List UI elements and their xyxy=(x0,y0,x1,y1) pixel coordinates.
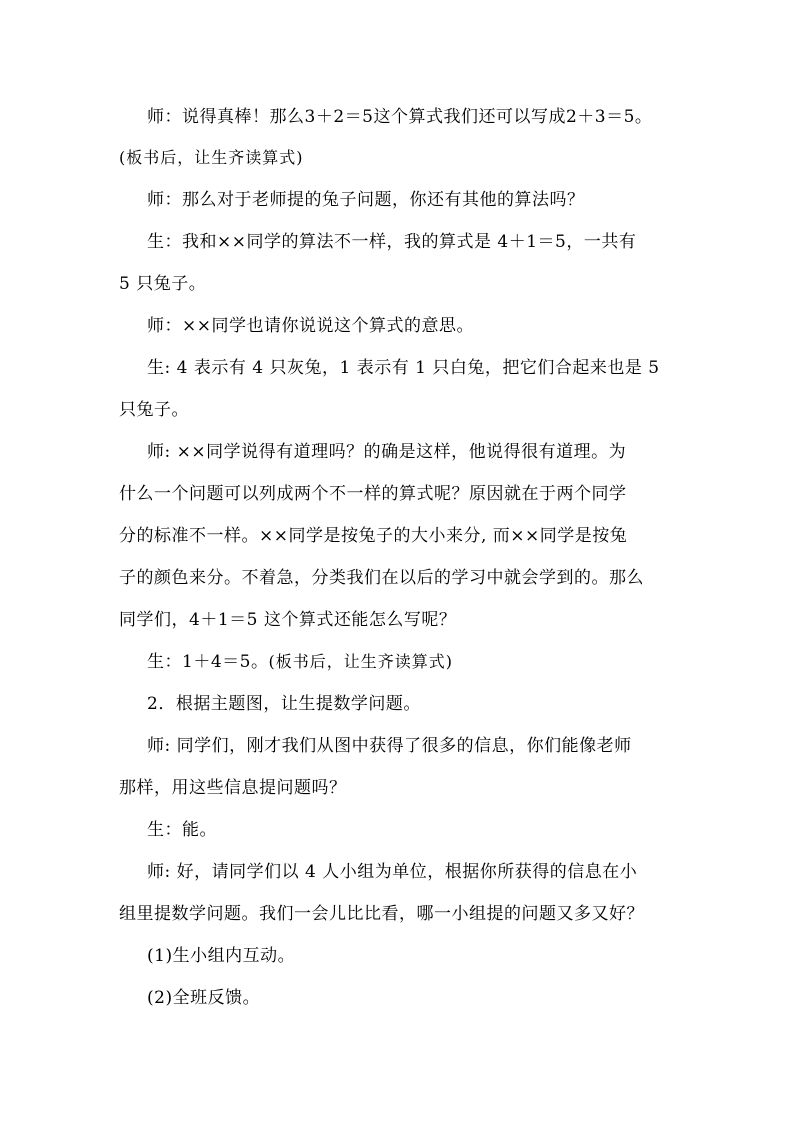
paragraph-12: (1)生小组内互动。 xyxy=(147,946,296,966)
paragraph-11-line-1: 师: 好，请同学们以 4 人小组为单位，根据你所获得的信息在小 xyxy=(147,862,638,882)
paragraph-11-line-2: 组里提数学问题。我们一会儿比比看，哪一小组提的问题又多又好？ xyxy=(119,904,644,924)
paragraph-1-line-1: 师：说得真棒！那么3＋2＝5这个算式我们还可以写成2＋3＝5。 xyxy=(147,107,653,127)
paragraph-5-line-1: 生: 4 表示有 4 只灰兔，1 表示有 1 只白兔，把它们合起来也是 5 xyxy=(147,358,660,378)
paragraph-7-main: 生：1＋4＝5。 xyxy=(147,652,269,672)
paragraph-9-line-1: 师: 同学们，刚才我们从图中获得了很多的信息，你们能像老师 xyxy=(147,736,632,756)
paragraph-6-line-1: 师: ××同学说得有道理吗？的确是这样，他说得很有道理。为 xyxy=(147,442,627,462)
paragraph-7 xyxy=(147,652,453,672)
paragraph-6-line-3: 分的标准不一样。××同学是按兔子的大小来分, 而××同学是按兔 xyxy=(119,526,628,546)
paragraph-13: (2)全班反馈。 xyxy=(147,988,261,1008)
paragraph-1-line-2: (板书后，让生齐读算式) xyxy=(119,148,304,167)
paragraph-8: 2．根据主题图，让生提数学问题。 xyxy=(147,694,421,714)
paragraph-3-line-1: 生：我和××同学的算法不一样，我的算式是 4＋1＝5，一共有 xyxy=(147,232,637,252)
paragraph-2: 师：那么对于老师提的兔子问题，你还有其他的算法吗？ xyxy=(147,190,585,210)
paragraph-6-line-2: 什么一个问题可以列成两个不一样的算式呢？原因就在于两个同学 xyxy=(119,484,627,504)
paragraph-9-line-2: 那样，用这些信息提问题吗？ xyxy=(119,778,347,798)
paragraph-6-line-4: 子的颜色来分。不着急，分类我们在以后的学习中就会学到的。那么 xyxy=(119,568,644,588)
paragraph-5-line-2: 只兔子。 xyxy=(119,400,189,420)
paragraph-7-note: (板书后，让生齐读算式) xyxy=(268,652,453,671)
paragraph-6-line-5: 同学们，4＋1＝5 这个算式还能怎么写呢？ xyxy=(119,610,457,630)
paragraph-3-line-2: 5 只兔子。 xyxy=(119,274,207,294)
paragraph-10: 生：能。 xyxy=(147,820,217,840)
paragraph-4: 师：××同学也请你说说这个算式的意思。 xyxy=(147,316,474,336)
